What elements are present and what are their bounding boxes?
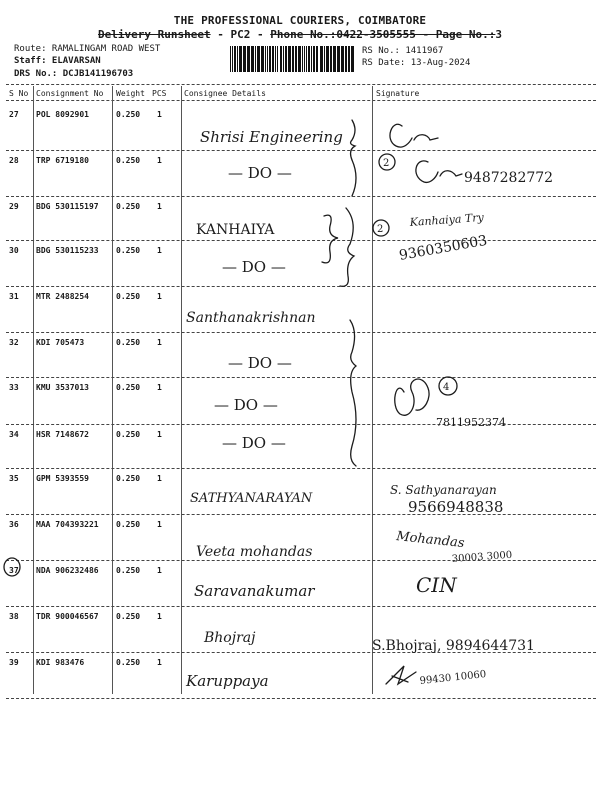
barcode-bar	[302, 46, 303, 72]
barcode-bar	[337, 46, 340, 72]
row-weight: 0.250	[116, 156, 141, 165]
barcode-bar	[316, 46, 318, 72]
row-serial-number: 27	[9, 110, 19, 119]
row-separator	[6, 196, 596, 197]
row-pieces: 1	[157, 338, 162, 347]
row-serial-number: 31	[9, 292, 19, 301]
circled-row-mark-icon	[373, 220, 389, 236]
row-serial-number: 35	[9, 474, 19, 483]
barcode-bar	[251, 46, 254, 72]
row-consignment-number: HSR 7148672	[36, 430, 89, 439]
row-consignment-number: KDI 705473	[36, 338, 85, 347]
row-serial-number: 29	[9, 202, 19, 211]
header-bottom-rule	[6, 100, 596, 101]
barcode-bar	[232, 46, 233, 72]
column-divider	[181, 86, 182, 694]
barcode-bar	[345, 46, 347, 72]
barcode-bar	[330, 46, 332, 72]
rs-number: RS No.: 1411967	[362, 46, 444, 56]
barcode-bar	[261, 46, 264, 72]
staff-label: Staff: ELAVARSAN	[14, 56, 101, 66]
row-serial-number: 36	[9, 520, 19, 529]
row-consignment-number: BDG 530115233	[36, 246, 99, 255]
row-weight: 0.250	[116, 474, 141, 483]
row-weight: 0.250	[116, 292, 141, 301]
r37-consignee-handwriting: Saravanakumar	[194, 582, 315, 600]
r29-circle-number: 2	[377, 224, 384, 235]
r39-signature-number: 99430 10060	[419, 669, 487, 687]
curly-brace-icon	[350, 320, 356, 466]
r35-consignee-handwriting: SATHYANARAYAN	[190, 491, 313, 506]
barcode-bar	[255, 46, 256, 72]
column-sno: S No	[9, 89, 29, 98]
column-signature: Signature	[376, 89, 420, 98]
row-serial-number: 32	[9, 338, 19, 347]
row-separator	[6, 377, 596, 378]
barcode-bar	[247, 46, 250, 72]
row-weight: 0.250	[116, 383, 141, 392]
barcode-bar	[333, 46, 336, 72]
row-serial-number: 37	[9, 566, 19, 575]
r35-signature-text: S. Sathyanarayan	[390, 483, 497, 497]
column-consignee: Consignee Details	[184, 89, 266, 98]
subtitle-phone-page: Phone No.:0422-3505555 - Page No.:	[270, 28, 496, 41]
barcode-bar	[239, 46, 242, 72]
row-serial-number: 30	[9, 246, 19, 255]
r39-signature-scribble	[386, 666, 416, 684]
row-serial-number: 38	[9, 612, 19, 621]
barcode-bar	[283, 46, 284, 72]
barcode-bar	[351, 46, 354, 72]
row-separator	[6, 468, 596, 469]
curly-brace-icon	[352, 160, 356, 196]
row-pieces: 1	[157, 202, 162, 211]
barcode-bar	[275, 46, 276, 72]
barcode-bar	[277, 46, 278, 72]
r30-signature-number: 9360350603	[397, 232, 489, 264]
r34-signature-number: 7811952374	[436, 416, 506, 429]
row-pieces: 1	[157, 110, 162, 119]
barcode-bar	[324, 46, 325, 72]
barcode-bar	[306, 46, 307, 72]
row-consignment-number: BDG 530115197	[36, 202, 99, 211]
row-pieces: 1	[157, 383, 162, 392]
r33-consignee-handwriting: — DO —	[214, 396, 278, 414]
barcode-bar	[341, 46, 344, 72]
barcode-bar	[295, 46, 297, 72]
barcode-bar	[304, 46, 305, 72]
circled-row-mark-icon	[439, 377, 457, 395]
r33-signature-scribble	[395, 379, 429, 415]
row-consignment-number: NDA 906232486	[36, 566, 99, 575]
row-weight: 0.250	[116, 202, 141, 211]
row-separator	[6, 150, 596, 151]
row-separator	[6, 560, 596, 561]
barcode-bar	[313, 46, 315, 72]
row-pieces: 1	[157, 566, 162, 575]
barcode-bar	[308, 46, 310, 72]
header-top-rule	[6, 84, 596, 85]
row-consignment-number: MTR 2488254	[36, 292, 89, 301]
column-divider	[33, 86, 34, 694]
barcode-bar	[298, 46, 301, 72]
barcode-bar	[269, 46, 271, 72]
r38-signature-text: S.Bhojraj, 9894644731	[372, 638, 535, 654]
row-separator	[6, 286, 596, 287]
barcode-bar	[280, 46, 282, 72]
runsheet-subtitle	[0, 28, 600, 41]
barcode-bar	[320, 46, 323, 72]
row-weight: 0.250	[116, 338, 141, 347]
r36-signature-number: 30003 3000	[451, 549, 513, 565]
barcode-bar	[272, 46, 274, 72]
subtitle-branch-code: - PC2 -	[210, 28, 271, 41]
row-weight: 0.250	[116, 612, 141, 621]
r37-signature-text: CIN	[416, 573, 457, 597]
barcode-bar	[311, 46, 312, 72]
row-pieces: 1	[157, 246, 162, 255]
barcode-bar	[257, 46, 260, 72]
subtitle-page-number: 3	[495, 28, 502, 41]
row-serial-number: 33	[9, 383, 19, 392]
r27-signature-scribble	[390, 124, 438, 147]
r28-consignee-handwriting: — DO —	[228, 164, 292, 182]
r28-signature-number: 9487282772	[464, 170, 554, 186]
barcode-bar	[237, 46, 238, 72]
column-divider	[372, 86, 373, 694]
row-separator	[6, 514, 596, 515]
drs-number: DRS No.: DCJB141196703	[14, 69, 134, 79]
courier-company-title: THE PROFESSIONAL COURIERS, COIMBATORE	[173, 14, 427, 27]
barcode-bar	[326, 46, 329, 72]
r27-consignee-handwriting: Shrisi Engineering	[200, 128, 343, 146]
row-weight: 0.250	[116, 658, 141, 667]
column-weight: Weight	[116, 89, 145, 98]
row-serial-number: 39	[9, 658, 19, 667]
row-consignment-number: KDI 983476	[36, 658, 85, 667]
curly-brace-icon	[340, 208, 354, 286]
row-pieces: 1	[157, 520, 162, 529]
column-divider	[112, 86, 113, 694]
row-separator	[6, 698, 596, 699]
column-pcs: PCS	[152, 89, 167, 98]
row-pieces: 1	[157, 430, 162, 439]
r34-consignee-handwriting: — DO —	[222, 434, 286, 452]
barcode-icon	[230, 46, 356, 72]
barcode-bar	[230, 46, 231, 72]
column-consignment: Consignment No	[36, 89, 104, 98]
row-weight: 0.250	[116, 110, 141, 119]
r30-consignee-handwriting: — DO —	[222, 258, 286, 276]
r35-signature-number: 9566948838	[408, 498, 504, 516]
row-pieces: 1	[157, 612, 162, 621]
route-label: Route: RAMALINGAM ROAD WEST	[14, 44, 161, 54]
rs-date: RS Date: 13-Aug-2024	[362, 58, 471, 68]
row-pieces: 1	[157, 292, 162, 301]
circled-row-mark-icon	[379, 154, 395, 170]
row-serial-number: 28	[9, 156, 19, 165]
curly-brace-icon	[322, 215, 338, 263]
row-consignment-number: TDR 900046567	[36, 612, 99, 621]
r28-signature-scribble	[416, 161, 462, 183]
row-pieces: 1	[157, 658, 162, 667]
row-weight: 0.250	[116, 566, 141, 575]
barcode-bar	[267, 46, 268, 72]
r29-signature-text: Kanhaiya Try	[409, 210, 485, 229]
r31-consignee-handwriting: Santhanakrishnan	[186, 310, 316, 326]
row-consignment-number: KMU 3537013	[36, 383, 89, 392]
r39-consignee-handwriting: Karuppaya	[186, 672, 269, 690]
row-pieces: 1	[157, 474, 162, 483]
barcode-bar	[265, 46, 266, 72]
barcode-bar	[288, 46, 291, 72]
row-consignment-number: TRP 6719180	[36, 156, 89, 165]
row-separator	[6, 332, 596, 333]
barcode-bar	[243, 46, 246, 72]
row-serial-number: 34	[9, 430, 19, 439]
row-separator	[6, 606, 596, 607]
r38-consignee-handwriting: Bhojraj	[204, 630, 256, 646]
barcode-bar	[285, 46, 287, 72]
row-weight: 0.250	[116, 246, 141, 255]
r32-consignee-handwriting: — DO —	[228, 354, 292, 372]
row-pieces: 1	[157, 156, 162, 165]
r36-signature-text: Mohandas	[395, 529, 466, 552]
barcode-bar	[234, 46, 236, 72]
row-consignment-number: MAA 704393221	[36, 520, 99, 529]
barcode-bar	[292, 46, 294, 72]
subtitle-runsheet-label: Delivery Runsheet	[98, 28, 211, 41]
row-separator	[6, 424, 596, 425]
row-consignment-number: POL 8092901	[36, 110, 89, 119]
barcode-bar	[348, 46, 350, 72]
row-consignment-number: GPM 5393559	[36, 474, 89, 483]
row-weight: 0.250	[116, 520, 141, 529]
r28-circle-number: 2	[383, 158, 390, 169]
row-separator	[6, 652, 596, 653]
r33-circle-number: 4	[443, 382, 450, 393]
row-separator	[6, 240, 596, 241]
curly-brace-icon	[351, 120, 355, 160]
r29-consignee-handwriting: KANHAIYA	[196, 222, 275, 238]
r36-consignee-handwriting: Veeta mohandas	[196, 544, 313, 560]
row-weight: 0.250	[116, 430, 141, 439]
